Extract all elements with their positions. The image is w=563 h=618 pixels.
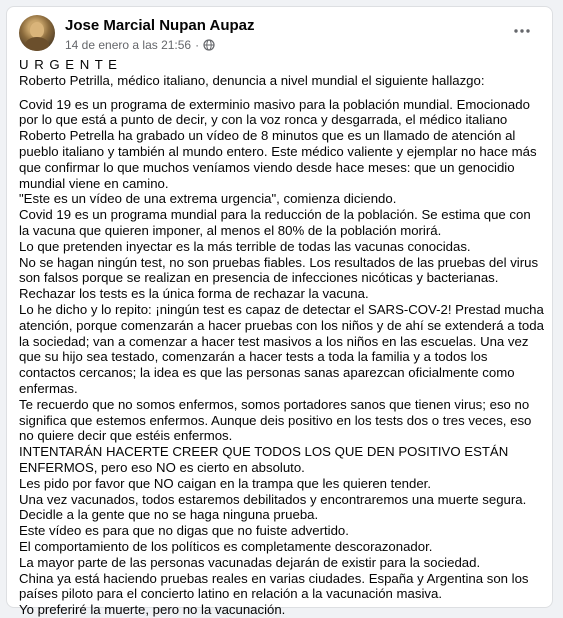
- post-paragraph: China ya está haciendo pruebas reales en varias ciudades. España y Argentina son los países piloto para el concierto latino en relación a la vacunación masiva.: [19, 570, 529, 602]
- post-paragraph: Les pido por favor que NO caigan en la trampa que les quieren tender.: [19, 475, 432, 491]
- avatar-body: [25, 37, 49, 51]
- post-paragraph: "Este es un vídeo de una extrema urgencia", comienza diciendo.: [19, 191, 397, 207]
- post-paragraph: No se hagan ningún test, no son pruebas fiables. Los resultados de las pruebas del virus son falsos porque se realizan en presencia de infecciones nicóticas y bacterianas. Rechazar los tests es la única forma de rechazar la vacuna.: [19, 254, 539, 302]
- post-paragraph: Lo he dicho y lo repito: ¡ningún test es capaz de detectar el SARS-COV-2! Prestad mucha atención, porque comenzarán a hacer pruebas con los niños y de ahí se extenderá a toda la sociedad; van a comenzar a hacer test masivos a los niños en las escuelas. Una vez que su hijo sea testado, comenzarán a hacer tests a toda la familia y a todos los contactos cercanos; la idea es que las personas sanas aparezcan oficialmente como enfermas.: [19, 301, 544, 396]
- globe-icon[interactable]: [203, 39, 215, 51]
- post-paragraph: La mayor parte de las personas vacunadas dejarán de existir para la sociedad.: [19, 554, 481, 570]
- meta-separator: ·: [195, 38, 200, 52]
- avatar[interactable]: [19, 15, 55, 51]
- post-paragraph: Lo que pretenden inyectar es la más terrible de todas las vacunas conocidas.: [19, 238, 471, 254]
- post-paragraph: Te recuerdo que no somos enfermos, somos portadores sanos que tienen virus; eso no significa que estemos enfermos. Aunque deis positivo en los tests dos o tres veces, eso no quiere decir que estéis enfermos.: [19, 396, 532, 444]
- post-paragraph: INTENTARÁN HACERTE CREER QUE TODOS LOS QUE DEN POSITIVO ESTÁN ENFERMOS, pero eso NO es cierto en absoluto.: [19, 444, 509, 475]
- post-paragraph: Covid 19 es un programa de exterminio masivo para la población mundial. Emocionado por lo que está a punto de decir, y con la voz ronca y desgarrada, el médico italiano Roberto Petrella ha grabado un vídeo de 8 minutos que es un llamado de atención al pueblo italiano y también al mundo entero. Este médico valiente y ejemplar no hace más que confirmar lo que muchos veníamos viendo desde hace meses: que un genocidio mundial viene en camino.: [19, 96, 537, 191]
- post-card: [6, 6, 553, 618]
- post-paragraph: Yo preferiré la muerte, pero no la vacunación.: [19, 602, 286, 618]
- post-header: [19, 15, 540, 55]
- post-paragraph: El comportamiento de los políticos es completamente descorazonador.: [19, 538, 433, 554]
- author-name[interactable]: Jose Marcial Nupan Aupaz: [65, 17, 255, 34]
- post-paragraph: Una vez vacunados, todos estaremos debilitados y encontraremos una muerte segura. Decidle a la gente que no se haga ninguna prueba.: [19, 491, 527, 523]
- more-options-icon[interactable]: [510, 21, 534, 41]
- post-paragraph: Covid 19 es un programa mundial para la reducción de la población. Se estima que con la vacuna que quieren imponer, al menos el 80% de la población morirá.: [19, 207, 531, 238]
- post-timestamp[interactable]: 14 de enero a las 21:56: [65, 38, 192, 52]
- post-title: U R G E N T E: [19, 57, 118, 72]
- post-intro: Roberto Petrilla, médico italiano, denuncia a nivel mundial el siguiente hallazgo:: [19, 72, 485, 88]
- post-paragraph: Este vídeo es para que no digas que no fuiste advertido.: [19, 523, 349, 539]
- post-meta: [65, 38, 215, 52]
- avatar-face: [30, 22, 44, 38]
- paragraph-gap: [19, 89, 544, 97]
- post-content: [19, 57, 544, 618]
